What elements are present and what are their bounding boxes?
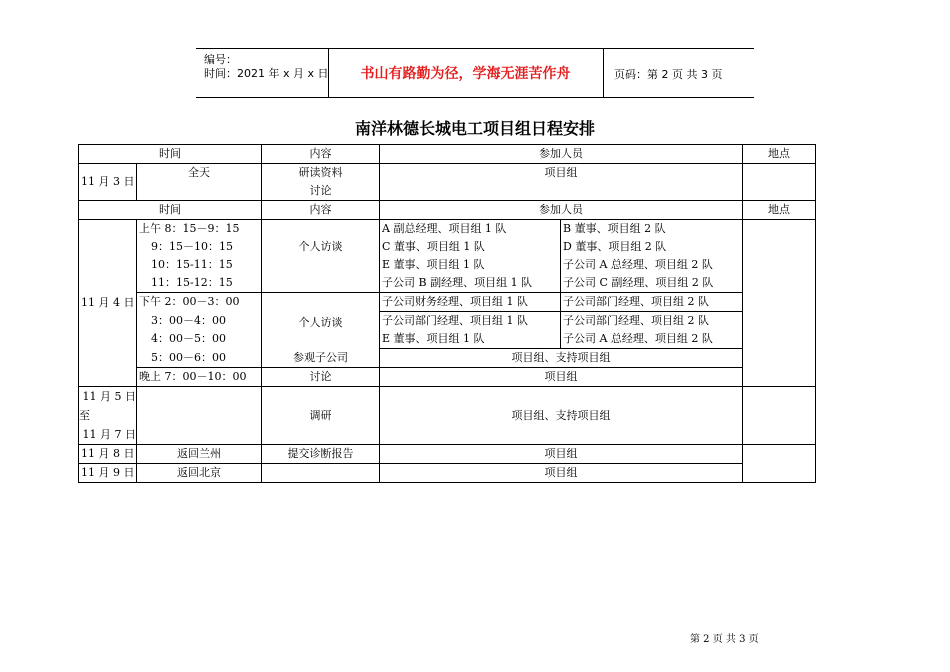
table-row <box>79 274 816 293</box>
participants-cell: 项目组、支持项目组 <box>380 387 743 445</box>
participant-cell: 子公司 B 副经理、项目组 1 队 <box>380 274 561 293</box>
participant-cell: B 董事、项目组 2 队 <box>561 220 743 239</box>
page-title: 南洋林德长城电工项目组日程安排 <box>354 119 595 138</box>
time-cell: 4：00－5：00 <box>137 330 262 349</box>
content-cell: 个人访谈 <box>262 220 380 293</box>
content-cell: 参观子公司 <box>262 349 380 368</box>
header-location: 地点 <box>743 201 816 220</box>
page-header <box>196 48 754 98</box>
time-cell: 返回北京 <box>137 464 262 483</box>
schedule-table <box>78 144 816 483</box>
header-participants: 参加人员 <box>380 145 743 164</box>
content-cell: 调研 <box>262 387 380 445</box>
participant-cell: E 董事、项目组 1 队 <box>380 256 561 274</box>
table-row <box>79 164 816 183</box>
participants-cell: 项目组 <box>380 368 743 387</box>
content-cell: 研读资料 <box>262 164 380 183</box>
time-cell: 返回兰州 <box>137 445 262 464</box>
time-cell: 全天 <box>137 164 262 201</box>
participants-cell: 项目组 <box>380 464 743 483</box>
time-cell <box>137 387 262 445</box>
participant-cell: A 副总经理、项目组 1 队 <box>380 220 561 239</box>
location-cell <box>743 445 816 483</box>
time-cell: 上午 8：15－9：15 <box>137 220 262 239</box>
table-row <box>79 349 816 368</box>
participants-cell: 项目组 <box>380 445 743 464</box>
table-row <box>79 220 816 239</box>
header-page-number: 页码：第 2 页 共 3 页 <box>614 68 723 81</box>
table-header-row <box>79 145 816 164</box>
participant-cell: 子公司 A 总经理、项目组 2 队 <box>561 256 743 274</box>
location-cell <box>743 220 816 387</box>
table-row <box>79 464 816 483</box>
content-cell: 讨论 <box>262 368 380 387</box>
participant-cell: C 董事、项目组 1 队 <box>380 238 561 256</box>
participant-cell: 子公司 A 总经理、项目组 2 队 <box>561 330 743 349</box>
date-line: 11 月 5 日 <box>82 390 136 403</box>
table-row <box>79 238 816 256</box>
content-cell: 个人访谈 <box>262 293 380 349</box>
date-cell <box>79 387 137 445</box>
participant-cell: E 董事、项目组 1 队 <box>380 330 561 349</box>
time-cell: 9：15－10：15 <box>137 238 262 256</box>
location-cell <box>743 387 816 445</box>
header-time: 时间 <box>79 201 262 220</box>
header-location: 地点 <box>743 145 816 164</box>
participants-cell: 项目组 <box>380 164 743 201</box>
date-cell: 11 月 3 日 <box>79 164 137 201</box>
time-cell: 11：15-12：15 <box>137 274 262 293</box>
page-footer: 第 2 页 共 3 页 <box>690 634 759 645</box>
content-cell: 讨论 <box>262 182 380 201</box>
date-cell: 11 月 9 日 <box>79 464 137 483</box>
table-row <box>79 445 816 464</box>
header-participants: 参加人员 <box>380 201 743 220</box>
header-divider <box>603 49 604 97</box>
header-time: 时间 <box>79 145 262 164</box>
date-line: 至 <box>79 409 90 422</box>
content-cell <box>262 464 380 483</box>
time-cell: 5：00－6：00 <box>137 349 262 368</box>
participant-cell: 子公司部门经理、项目组 2 队 <box>561 312 743 331</box>
location-cell <box>743 164 816 201</box>
date-line: 11 月 7 日 <box>82 428 136 441</box>
table-row <box>79 387 816 445</box>
table-row <box>79 312 816 331</box>
table-header-row <box>79 201 816 220</box>
time-cell: 10：15-11：15 <box>137 256 262 274</box>
content-cell: 提交诊断报告 <box>262 445 380 464</box>
participant-cell: 子公司部门经理、项目组 1 队 <box>380 312 561 331</box>
document-date: 时间：2021 年 x 月 x 日 <box>204 67 329 80</box>
table-row <box>79 368 816 387</box>
date-cell: 11 月 8 日 <box>79 445 137 464</box>
time-cell: 晚上 7：00－10：00 <box>137 368 262 387</box>
participant-cell: 子公司 C 副经理、项目组 2 队 <box>561 274 743 293</box>
participant-cell: 子公司财务经理、项目组 1 队 <box>380 293 561 312</box>
table-row <box>79 293 816 312</box>
table-row <box>79 330 816 349</box>
date-cell: 11 月 4 日 <box>79 220 137 387</box>
participants-cell: 项目组、支持项目组 <box>380 349 743 368</box>
table-row <box>79 256 816 274</box>
header-content: 内容 <box>262 201 380 220</box>
header-content: 内容 <box>262 145 380 164</box>
time-cell: 3：00－4：00 <box>137 312 262 331</box>
participant-cell: 子公司部门经理、项目组 2 队 <box>561 293 743 312</box>
document-code: 编号： <box>204 53 237 66</box>
participant-cell: D 董事、项目组 2 队 <box>561 238 743 256</box>
header-motto: 书山有路勤为径，学海无涯苦作舟 <box>360 66 571 82</box>
time-cell: 下午 2：00－3：00 <box>137 293 262 312</box>
